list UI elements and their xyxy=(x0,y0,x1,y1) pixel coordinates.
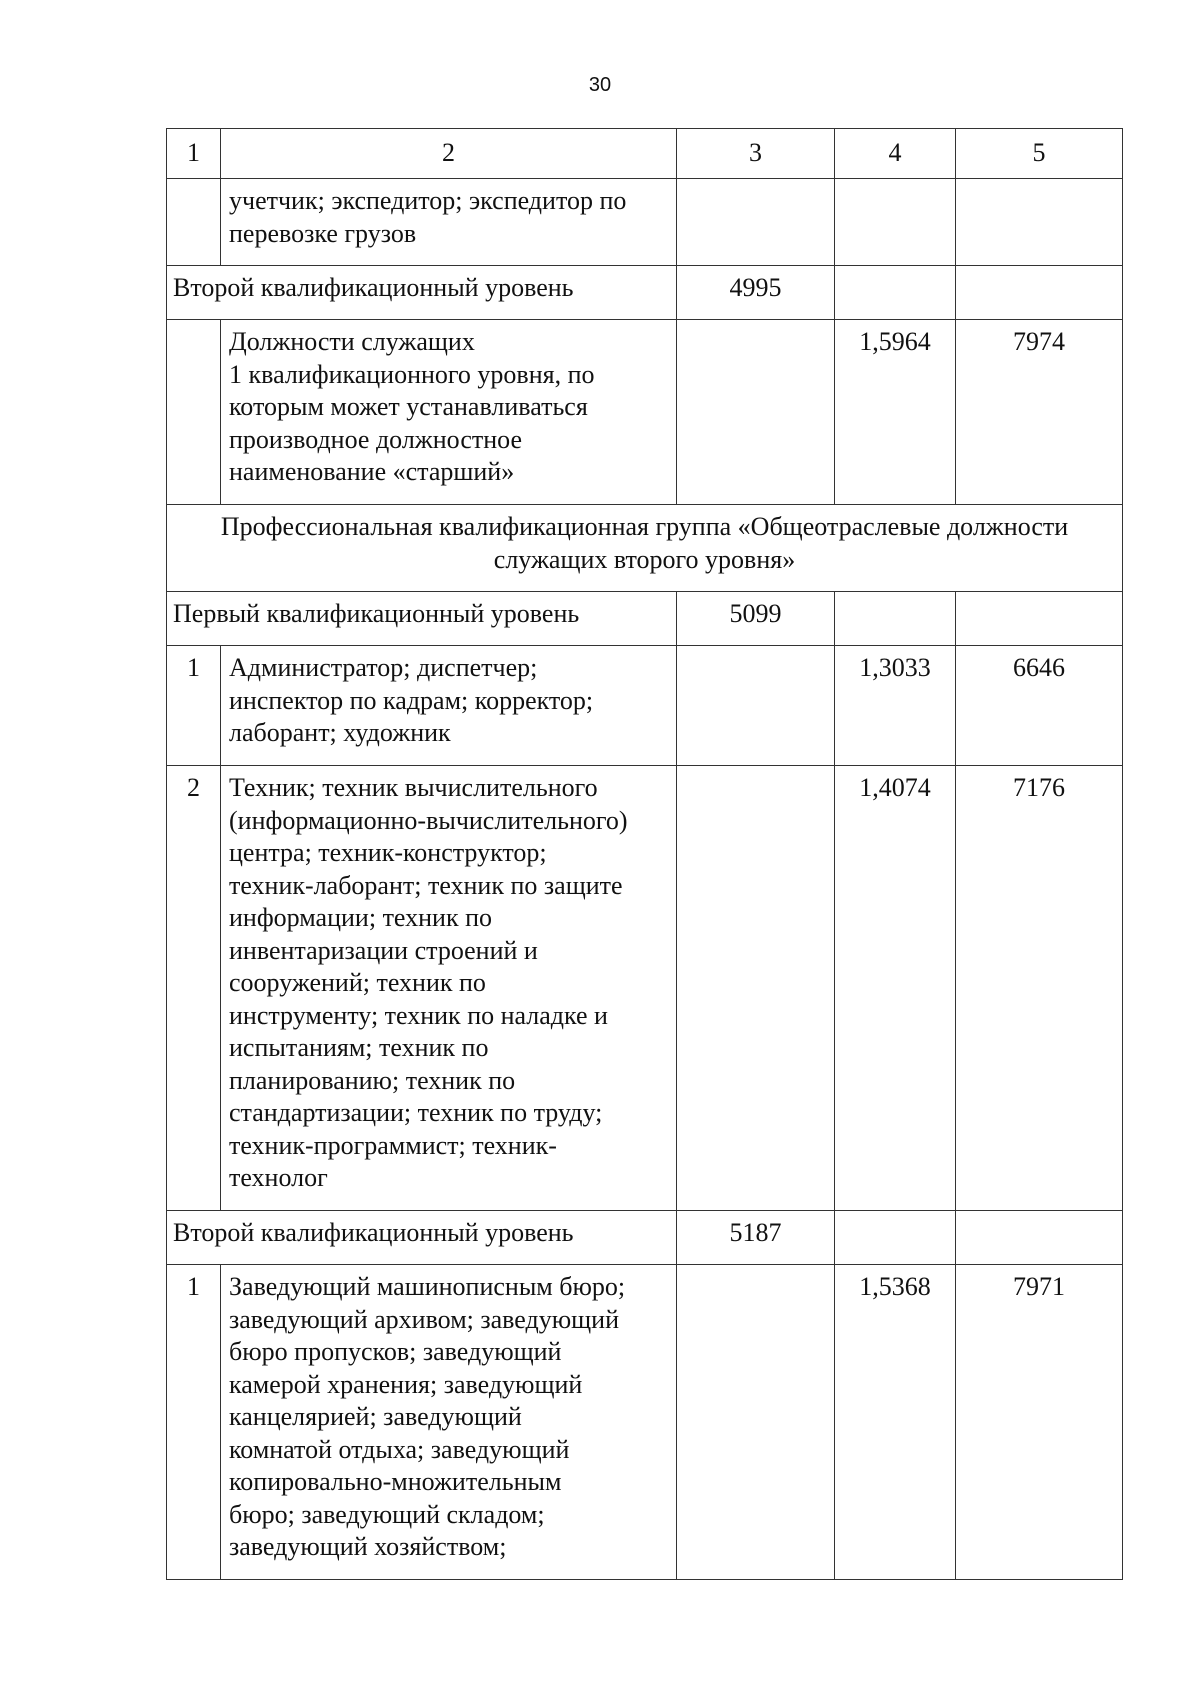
coefficient xyxy=(835,266,956,320)
total-salary: 7176 xyxy=(956,766,1123,1211)
group-title: Профессиональная квалификационная группа «Общеотраслевые должности служащих второго уровня» xyxy=(167,505,1123,592)
row-number: 1 xyxy=(167,1265,221,1580)
base-salary xyxy=(677,320,835,505)
page-number: 30 xyxy=(588,74,612,96)
coefficient xyxy=(835,179,956,266)
header-col-3: 3 xyxy=(677,129,835,179)
total-salary xyxy=(956,179,1123,266)
table-row xyxy=(167,766,1123,1211)
base-salary: 4995 xyxy=(677,266,835,320)
total-salary: 7971 xyxy=(956,1265,1123,1580)
table-row xyxy=(167,1265,1123,1580)
row-number xyxy=(167,320,221,505)
level-row xyxy=(167,592,1123,646)
row-number: 1 xyxy=(167,646,221,766)
header-col-1: 1 xyxy=(167,129,221,179)
coefficient: 1,5368 xyxy=(835,1265,956,1580)
level-title: Первый квалификационный уровень xyxy=(167,592,677,646)
level-title: Второй квалификационный уровень xyxy=(167,266,677,320)
qualification-table xyxy=(166,128,1123,1580)
row-number xyxy=(167,179,221,266)
total-salary: 7974 xyxy=(956,320,1123,505)
position-list: Заведующий машинописным бюро; заведующий архивом; заведующий бюро пропусков; заведующий камерой хранения; заведующий канцелярией; заведующий комнатой отдыха; заведующий копировально-множительным бюро; заведующий складом; заведующий хозяйством; xyxy=(221,1265,677,1580)
coefficient xyxy=(835,1211,956,1265)
level-row xyxy=(167,266,1123,320)
base-salary xyxy=(677,766,835,1211)
level-row xyxy=(167,1211,1123,1265)
total-salary xyxy=(956,1211,1123,1265)
coefficient: 1,4074 xyxy=(835,766,956,1211)
header-col-2: 2 xyxy=(221,129,677,179)
position-list: Техник; техник вычислительного (информационно-вычислительного) центра; техник-конструктор; техник-лаборант; техник по защите информации; техник по инвентаризации строений и сооружений; техник по инструменту; техник по наладке и испытаниям; техник по планированию; техник по стандартизации; техник по труду; техник-программист; техник- технолог xyxy=(221,766,677,1211)
table-header-row xyxy=(167,129,1123,179)
group-row xyxy=(167,505,1123,592)
base-salary xyxy=(677,179,835,266)
total-salary xyxy=(956,266,1123,320)
coefficient: 1,5964 xyxy=(835,320,956,505)
total-salary: 6646 xyxy=(956,646,1123,766)
base-salary: 5187 xyxy=(677,1211,835,1265)
table-row xyxy=(167,320,1123,505)
base-salary xyxy=(677,646,835,766)
total-salary xyxy=(956,592,1123,646)
header-col-4: 4 xyxy=(835,129,956,179)
header-col-5: 5 xyxy=(956,129,1123,179)
table-row xyxy=(167,179,1123,266)
row-number: 2 xyxy=(167,766,221,1211)
table-row xyxy=(167,646,1123,766)
coefficient: 1,3033 xyxy=(835,646,956,766)
base-salary: 5099 xyxy=(677,592,835,646)
position-list: Должности служащих 1 квалификационного уровня, по которым может устанавливаться производное должностное наименование «старший» xyxy=(221,320,677,505)
level-title: Второй квалификационный уровень xyxy=(167,1211,677,1265)
position-list: Администратор; диспетчер; инспектор по кадрам; корректор; лаборант; художник xyxy=(221,646,677,766)
base-salary xyxy=(677,1265,835,1580)
coefficient xyxy=(835,592,956,646)
position-list: учетчик; экспедитор; экспедитор по перевозке грузов xyxy=(221,179,677,266)
